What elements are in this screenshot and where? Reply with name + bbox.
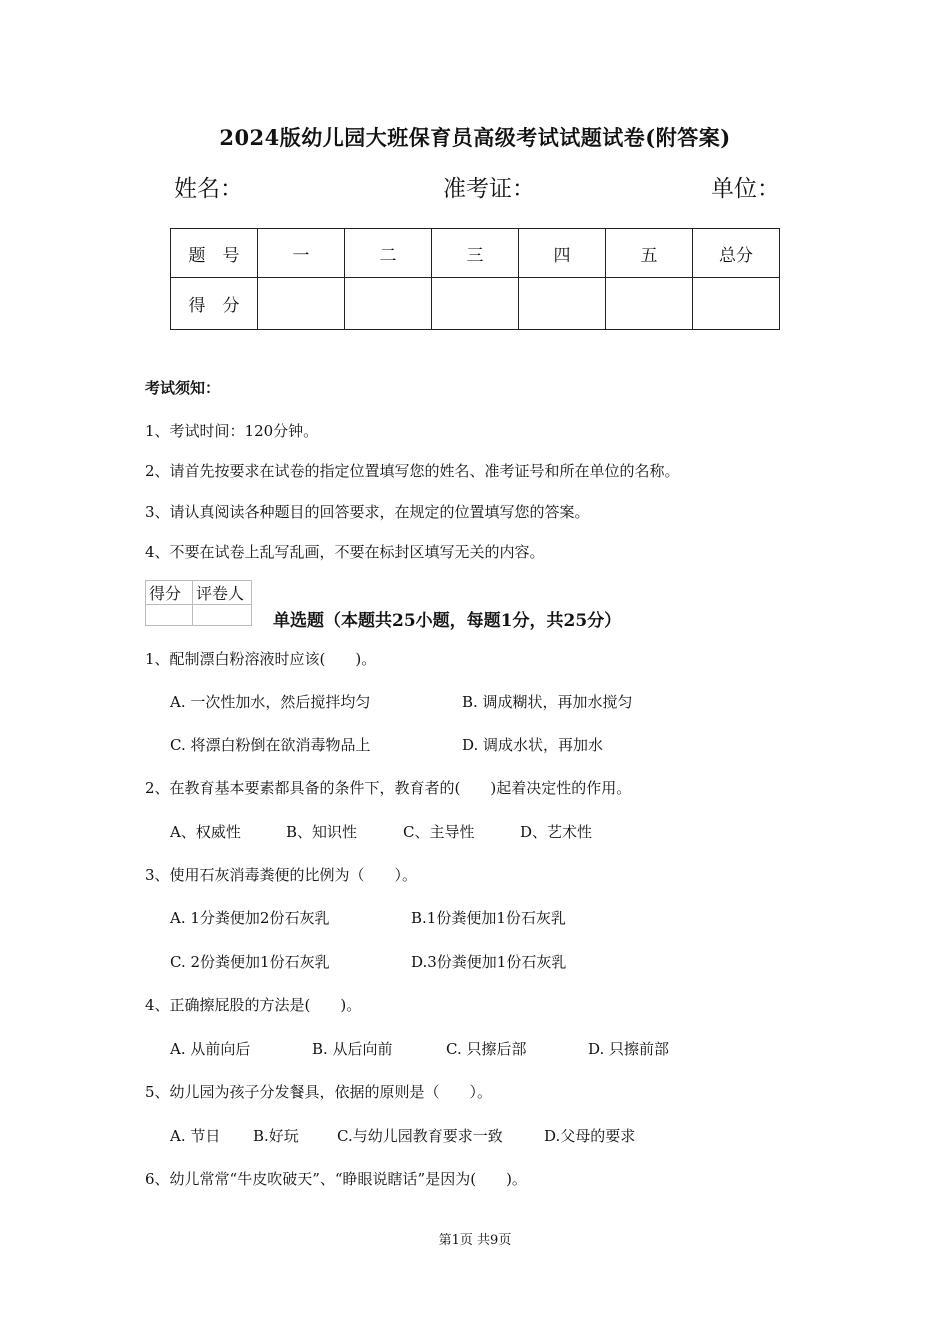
notice-item: 1、考试时间：120分钟。: [145, 422, 319, 440]
option: C.与幼儿园教育要求一致: [337, 1127, 503, 1145]
option: C、主导性: [403, 823, 475, 841]
score-input-cell[interactable]: [606, 278, 693, 330]
notice-title: 考试须知：: [145, 379, 221, 397]
option: A、权威性: [170, 823, 241, 841]
score-row-label: 得 分: [171, 278, 258, 330]
option: B. 调成糊状，再加水搅匀: [462, 693, 633, 711]
option: D. 只擦前部: [588, 1040, 670, 1058]
page-footer: 第1页 共9页: [438, 1233, 512, 1248]
exam-id-label: 准考证：: [443, 176, 535, 202]
score-input-cell[interactable]: [693, 278, 780, 330]
question-stem: 6、幼儿常常“牛皮吹破天”、“睁眼说瞎话”是因为( )。: [145, 1170, 527, 1188]
option: D.父母的要求: [544, 1127, 636, 1145]
grader-reviewer-label: 评卷人: [193, 581, 252, 605]
section-title: 单选题（本题共25小题，每题1分，共25分）: [273, 611, 622, 631]
option: B. 从后向前: [312, 1040, 393, 1058]
score-header-cell: 总分: [693, 229, 780, 278]
score-header-cell: 一: [258, 229, 345, 278]
score-header-cell: 题 号: [171, 229, 258, 278]
unit-label: 单位：: [711, 176, 780, 202]
question-stem: 2、在教育基本要素都具备的条件下，教育者的( )起着决定性的作用。: [145, 779, 632, 797]
question-stem: 5、幼儿园为孩子分发餐具，依据的原则是（ ）。: [145, 1083, 493, 1101]
question-stem: 3、使用石灰消毒粪便的比例为（ ）。: [145, 866, 418, 884]
grader-reviewer-cell[interactable]: [193, 605, 252, 626]
grader-box: [145, 580, 252, 626]
score-input-cell[interactable]: [432, 278, 519, 330]
option: C. 2份粪便加1份石灰乳: [170, 953, 330, 971]
option: A. 一次性加水，然后搅拌均匀: [170, 693, 371, 711]
option: D.3份粪便加1份石灰乳: [411, 953, 567, 971]
grader-score-cell[interactable]: [146, 605, 193, 626]
option: A. 节日: [170, 1127, 221, 1145]
option: B.好玩: [253, 1127, 299, 1145]
score-header-cell: 三: [432, 229, 519, 278]
option: D. 调成水状，再加水: [462, 736, 604, 754]
option: C. 将漂白粉倒在欲消毒物品上: [170, 736, 371, 754]
score-table-header-row: [171, 229, 780, 278]
score-table: [170, 228, 780, 330]
page-title: 2024版幼儿园大班保育员高级考试试题试卷(附答案): [219, 125, 731, 150]
grader-score-label: 得分: [146, 581, 193, 605]
option: B.1份粪便加1份石灰乳: [411, 909, 566, 927]
name-label: 姓名：: [174, 176, 243, 202]
option: C. 只擦后部: [446, 1040, 527, 1058]
option: A. 1分粪便加2份石灰乳: [170, 909, 330, 927]
option: A. 从前向后: [170, 1040, 251, 1058]
option: B、知识性: [286, 823, 358, 841]
score-header-cell: 五: [606, 229, 693, 278]
notice-item: 3、请认真阅读各种题目的回答要求，在规定的位置填写您的答案。: [145, 503, 590, 521]
option: D、艺术性: [520, 823, 593, 841]
score-input-cell[interactable]: [345, 278, 432, 330]
score-table-score-row: [171, 278, 780, 330]
score-header-cell: 二: [345, 229, 432, 278]
score-input-cell[interactable]: [258, 278, 345, 330]
question-stem: 1、配制漂白粉溶液时应该( )。: [145, 650, 377, 668]
question-stem: 4、正确擦屁股的方法是( )。: [145, 996, 362, 1014]
score-header-cell: 四: [519, 229, 606, 278]
score-input-cell[interactable]: [519, 278, 606, 330]
notice-item: 2、请首先按要求在试卷的指定位置填写您的姓名、准考证号和所在单位的名称。: [145, 462, 680, 480]
notice-item: 4、不要在试卷上乱写乱画，不要在标封区填写无关的内容。: [145, 543, 545, 561]
